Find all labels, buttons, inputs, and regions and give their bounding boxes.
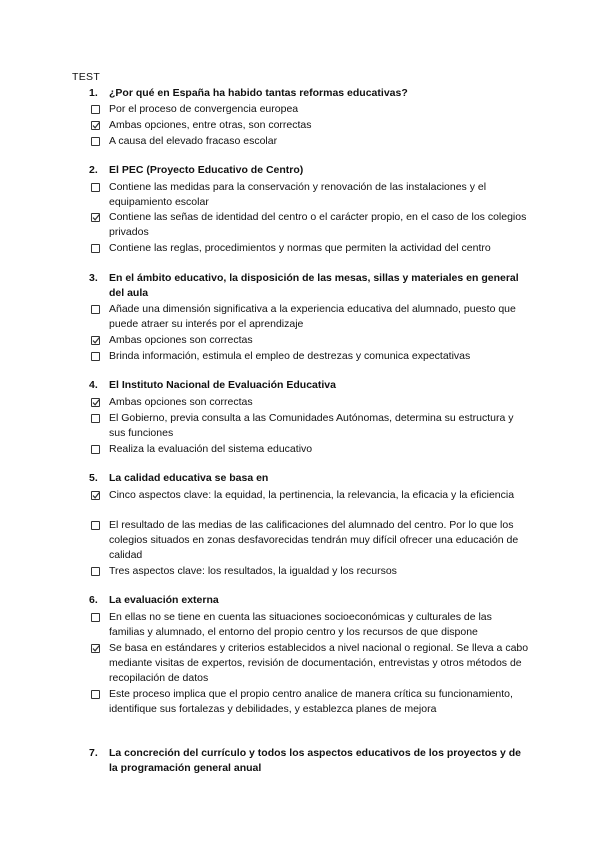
option-text: Tres aspectos clave: los resultados, la igualdad y los recursos <box>109 565 397 577</box>
question-title: ¿Por qué en España ha habido tantas reformas educativas? <box>109 87 408 99</box>
checkbox-unchecked[interactable] <box>91 244 100 253</box>
option-text: Ambas opciones son correctas <box>109 396 253 408</box>
question-title: El PEC (Proyecto Educativo de Centro) <box>109 164 304 176</box>
checkbox-checked[interactable] <box>91 491 100 500</box>
option-text: Cinco aspectos clave: la equidad, la pertinencia, la relevancia, la eficacia y la eficiencia <box>109 489 515 501</box>
question-title: La calidad educativa se basa en <box>109 472 269 484</box>
question-number: 2. <box>89 164 98 176</box>
checkbox-unchecked[interactable] <box>91 137 100 146</box>
checkbox-unchecked[interactable] <box>91 521 100 530</box>
checkbox-checked[interactable] <box>91 336 100 345</box>
option-text: Contiene las medidas para la conservación y renovación de las instalaciones y el equipamiento escolar <box>109 181 487 208</box>
question-title: El Instituto Nacional de Evaluación Educativa <box>109 379 336 391</box>
checkbox-checked[interactable] <box>91 644 100 653</box>
question-title: La concreción del currículo y todos los aspectos educativos de los proyectos y de la programación general anual <box>109 747 521 774</box>
question-number: 1. <box>89 87 98 99</box>
checkbox-unchecked[interactable] <box>91 445 100 454</box>
checkbox-unchecked[interactable] <box>91 305 100 314</box>
checkbox-unchecked[interactable] <box>91 613 100 622</box>
checkbox-unchecked[interactable] <box>91 414 100 423</box>
question-number: 6. <box>89 594 98 606</box>
question-number: 3. <box>89 272 98 284</box>
question-number: 7. <box>89 747 98 759</box>
option-text: Ambas opciones, entre otras, son correctas <box>109 119 312 131</box>
option-text: Por el proceso de convergencia europea <box>109 103 299 115</box>
checkbox-unchecked[interactable] <box>91 105 100 114</box>
checkbox-checked[interactable] <box>91 213 100 222</box>
question-title: La evaluación externa <box>109 594 219 606</box>
option-text: Contiene las reglas, procedimientos y normas que permiten la actividad del centro <box>109 242 491 254</box>
checkbox-checked[interactable] <box>91 398 100 407</box>
checkbox-unchecked[interactable] <box>91 183 100 192</box>
option-text: En ellas no se tiene en cuenta las situaciones socioeconómicas y culturales de las familias y alumnado, el entorno del propio centro y los recursos de que dispone <box>109 611 492 638</box>
option-text: Este proceso implica que el propio centro analice de manera crítica su funcionamiento, identifique sus fortalezas y debilidades, y establezca planes de mejora <box>109 688 513 715</box>
checkbox-checked[interactable] <box>91 121 100 130</box>
question-number: 5. <box>89 472 98 484</box>
option-text: Brinda información, estimula el empleo de destrezas y comunica expectativas <box>109 350 471 362</box>
question-title: En el ámbito educativo, la disposición de las mesas, sillas y materiales en general del aula <box>109 272 519 299</box>
question-number: 4. <box>89 379 98 391</box>
option-text: El Gobierno, previa consulta a las Comunidades Autónomas, determina su estructura y sus funciones <box>109 412 514 439</box>
option-text: El resultado de las medias de las calificaciones del alumnado del centro. Por lo que los colegios situados en zonas desfavorecidas tendrán muy difícil ofrecer una educación de calidad <box>109 519 519 561</box>
option-text: Realiza la evaluación del sistema educativo <box>109 443 313 455</box>
option-text: Ambas opciones son correctas <box>109 334 253 346</box>
document-title: TEST <box>72 71 101 83</box>
option-text: Contiene las señas de identidad del centro o el carácter propio, en el caso de los colegios privados <box>109 211 527 238</box>
option-text: A causa del elevado fracaso escolar <box>109 135 278 147</box>
checkbox-unchecked[interactable] <box>91 567 100 576</box>
option-text: Se basa en estándares y criterios establecidos a nivel nacional o regional. Se lleva a cabo mediante visitas de expertos, revisión de documentación, entrevistas y otros métodos de recopilación de datos <box>109 642 529 684</box>
checkbox-unchecked[interactable] <box>91 690 100 699</box>
checkbox-unchecked[interactable] <box>91 352 100 361</box>
option-text: Añade una dimensión significativa a la experiencia educativa del alumnado, puesto que puede atraer su interés por el aprendizaje <box>109 303 516 330</box>
